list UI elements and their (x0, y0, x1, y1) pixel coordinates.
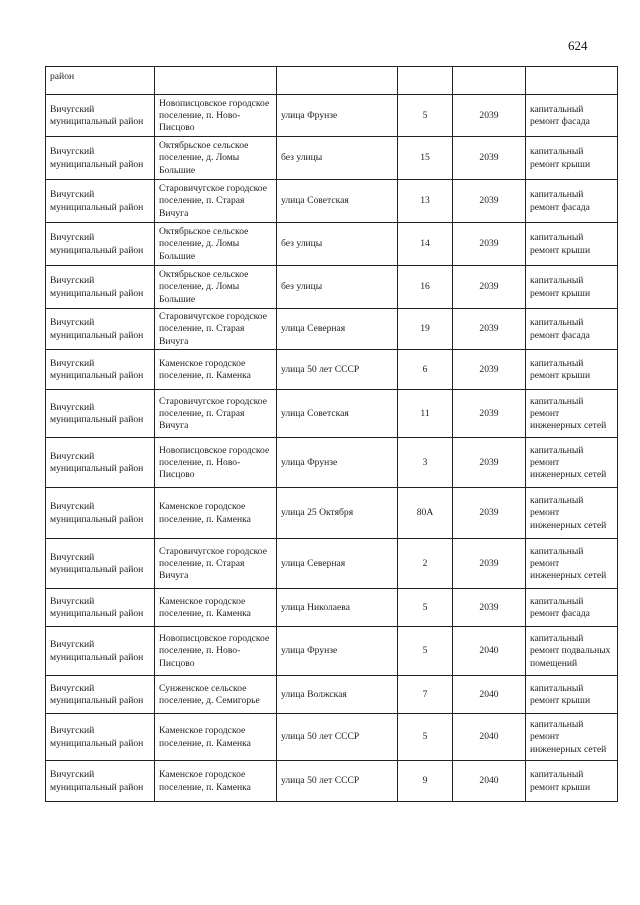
cell-work: капитальный ремонт крыши (526, 761, 618, 802)
cell-street: улица Фрунзе (277, 627, 398, 676)
cell-settlement: Октябрьское сельское поселение, д. Ломы Большие (155, 223, 277, 266)
table-row (46, 390, 618, 438)
cell-work: капитальный ремонт инженерных сетей (526, 539, 618, 589)
cell-work: капитальный ремонт крыши (526, 137, 618, 180)
cell-settlement: Каменское городское поселение, п. Каменка (155, 761, 277, 802)
cell-work: капитальный ремонт инженерных сетей (526, 488, 618, 539)
cell-year: 2039 (453, 95, 526, 137)
cell-work: капитальный ремонт крыши (526, 676, 618, 714)
cell-settlement (155, 67, 277, 95)
cell-work: капитальный ремонт крыши (526, 223, 618, 266)
cell-year: 2040 (453, 676, 526, 714)
cell-year: 2039 (453, 539, 526, 589)
cell-street: без улицы (277, 223, 398, 266)
table-row (46, 714, 618, 761)
repair-schedule-table (45, 66, 618, 802)
cell-house: 5 (398, 714, 453, 761)
cell-settlement: Каменское городское поселение, п. Каменка (155, 589, 277, 627)
cell-settlement: Новописцовское городское поселение, п. Ново-Писцово (155, 438, 277, 488)
cell-district: Вичугский муниципальный район (46, 714, 155, 761)
cell-street: улица 50 лет СССР (277, 714, 398, 761)
cell-settlement: Октябрьское сельское поселение, д. Ломы Большие (155, 137, 277, 180)
cell-house: 19 (398, 309, 453, 350)
cell-street: улица Северная (277, 539, 398, 589)
cell-house: 7 (398, 676, 453, 714)
cell-house (398, 67, 453, 95)
cell-house: 16 (398, 266, 453, 309)
cell-work: капитальный ремонт фасада (526, 589, 618, 627)
cell-year: 2039 (453, 223, 526, 266)
cell-house: 14 (398, 223, 453, 266)
table-row (46, 95, 618, 137)
cell-year: 2040 (453, 714, 526, 761)
table-row (46, 137, 618, 180)
cell-settlement: Новописцовское городское поселение, п. Ново-Писцово (155, 627, 277, 676)
table-row (46, 761, 618, 802)
table-row (46, 266, 618, 309)
table-row (46, 350, 618, 390)
cell-year: 2039 (453, 180, 526, 223)
cell-street: улица 50 лет СССР (277, 761, 398, 802)
cell-district: Вичугский муниципальный район (46, 589, 155, 627)
cell-work: капитальный ремонт фасада (526, 309, 618, 350)
cell-street: улица Фрунзе (277, 95, 398, 137)
cell-district: Вичугский муниципальный район (46, 95, 155, 137)
cell-district: Вичугский муниципальный район (46, 390, 155, 438)
cell-street: улица Николаева (277, 589, 398, 627)
cell-year: 2039 (453, 589, 526, 627)
cell-settlement: Каменское городское поселение, п. Каменка (155, 714, 277, 761)
table-row (46, 309, 618, 350)
cell-settlement: Октябрьское сельское поселение, д. Ломы Большие (155, 266, 277, 309)
cell-district: Вичугский муниципальный район (46, 223, 155, 266)
cell-house: 13 (398, 180, 453, 223)
cell-district: Вичугский муниципальный район (46, 180, 155, 223)
cell-year: 2039 (453, 390, 526, 438)
cell-house: 2 (398, 539, 453, 589)
cell-work: капитальный ремонт фасада (526, 95, 618, 137)
cell-settlement: Старовичугское городское поселение, п. Старая Вичуга (155, 539, 277, 589)
cell-year: 2039 (453, 266, 526, 309)
cell-year: 2039 (453, 350, 526, 390)
cell-street: без улицы (277, 266, 398, 309)
table-row (46, 676, 618, 714)
page-number: 624 (568, 38, 588, 53)
cell-work: капитальный ремонт инженерных сетей (526, 390, 618, 438)
cell-year (453, 67, 526, 95)
cell-street: улица Волжская (277, 676, 398, 714)
cell-street: улица Советская (277, 390, 398, 438)
cell-year: 2039 (453, 309, 526, 350)
cell-house: 5 (398, 95, 453, 137)
cell-street: улица Фрунзе (277, 438, 398, 488)
table-row (46, 488, 618, 539)
cell-street: улица Советская (277, 180, 398, 223)
cell-street (277, 67, 398, 95)
cell-settlement: Старовичугское городское поселение, п. Старая Вичуга (155, 309, 277, 350)
cell-settlement: Старовичугское городское поселение, п. Старая Вичуга (155, 180, 277, 223)
cell-settlement: Сунженское сельское поселение, д. Семигорье (155, 676, 277, 714)
cell-district: Вичугский муниципальный район (46, 438, 155, 488)
table-row (46, 539, 618, 589)
table-row (46, 589, 618, 627)
cell-street: улица 50 лет СССР (277, 350, 398, 390)
cell-settlement: Новописцовское городское поселение, п. Ново-Писцово (155, 95, 277, 137)
table-row-continuation (46, 67, 618, 95)
cell-house: 6 (398, 350, 453, 390)
cell-year: 2040 (453, 761, 526, 802)
cell-work: капитальный ремонт инженерных сетей (526, 438, 618, 488)
cell-house: 3 (398, 438, 453, 488)
cell-street: улица Северная (277, 309, 398, 350)
cell-year: 2039 (453, 438, 526, 488)
table-row (46, 180, 618, 223)
table-row (46, 438, 618, 488)
cell-district: Вичугский муниципальный район (46, 488, 155, 539)
cell-work: капитальный ремонт подвальных помещений (526, 627, 618, 676)
cell-district: Вичугский муниципальный район (46, 266, 155, 309)
table-row (46, 627, 618, 676)
cell-district: Вичугский муниципальный район (46, 309, 155, 350)
cell-house: 15 (398, 137, 453, 180)
cell-district: район (46, 67, 155, 95)
cell-year: 2040 (453, 627, 526, 676)
cell-house: 5 (398, 627, 453, 676)
cell-house: 5 (398, 589, 453, 627)
cell-settlement: Старовичугское городское поселение, п. Старая Вичуга (155, 390, 277, 438)
cell-work: капитальный ремонт крыши (526, 266, 618, 309)
cell-work: капитальный ремонт крыши (526, 350, 618, 390)
table-row (46, 223, 618, 266)
cell-street: улица 25 Октября (277, 488, 398, 539)
cell-settlement: Каменское городское поселение, п. Каменка (155, 350, 277, 390)
cell-district: Вичугский муниципальный район (46, 761, 155, 802)
cell-work: капитальный ремонт инженерных сетей (526, 714, 618, 761)
cell-district: Вичугский муниципальный район (46, 137, 155, 180)
cell-district: Вичугский муниципальный район (46, 676, 155, 714)
cell-street: без улицы (277, 137, 398, 180)
cell-house: 80А (398, 488, 453, 539)
cell-work: капитальный ремонт фасада (526, 180, 618, 223)
cell-house: 9 (398, 761, 453, 802)
cell-house: 11 (398, 390, 453, 438)
cell-year: 2039 (453, 488, 526, 539)
cell-district: Вичугский муниципальный район (46, 350, 155, 390)
cell-work (526, 67, 618, 95)
cell-district: Вичугский муниципальный район (46, 627, 155, 676)
cell-year: 2039 (453, 137, 526, 180)
cell-settlement: Каменское городское поселение, п. Каменка (155, 488, 277, 539)
cell-district: Вичугский муниципальный район (46, 539, 155, 589)
